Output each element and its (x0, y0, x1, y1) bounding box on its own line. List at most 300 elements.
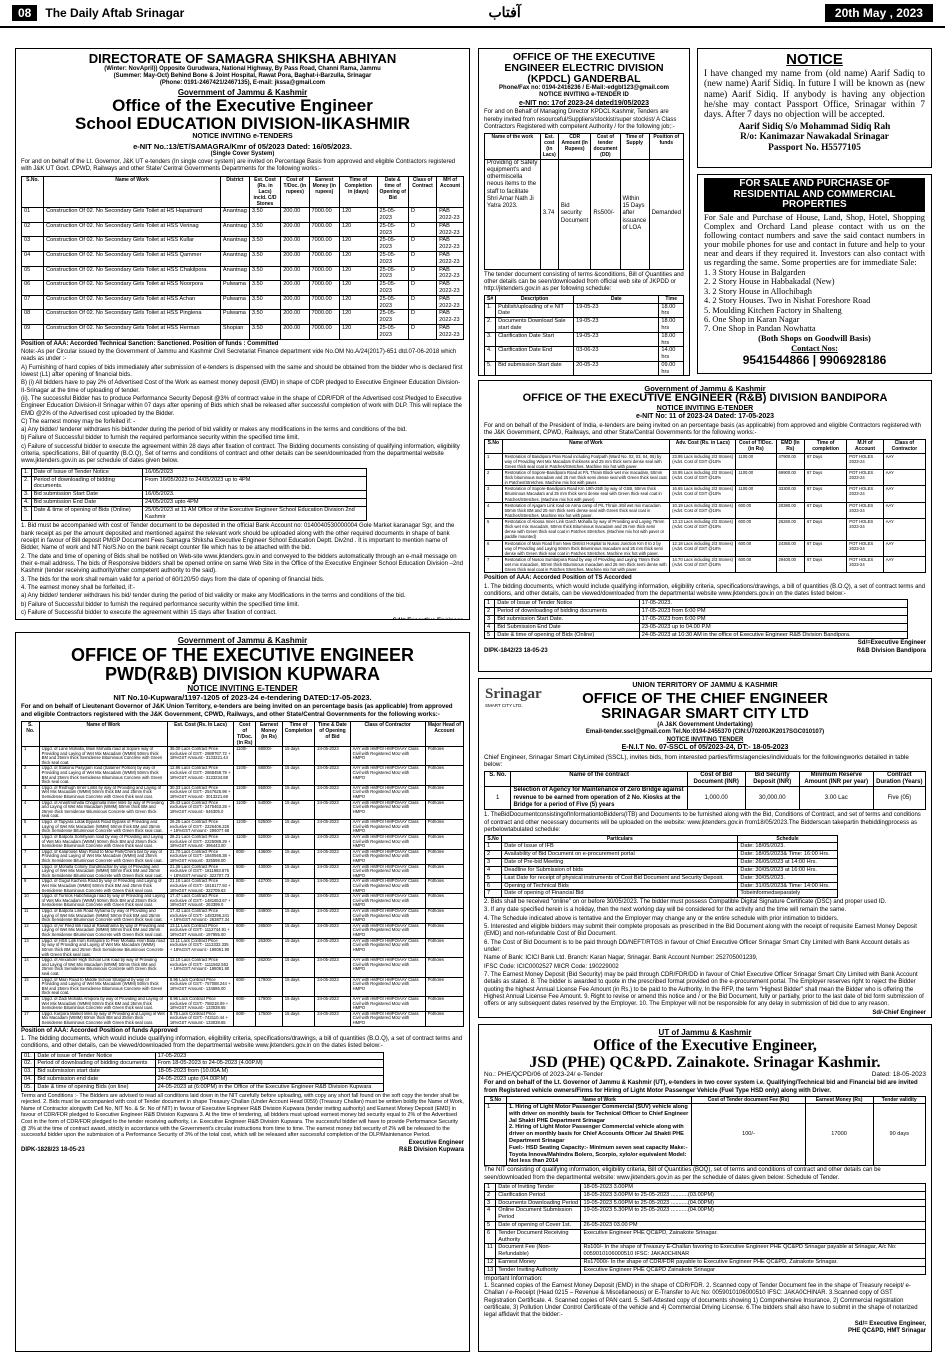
table-cell: 120 (339, 208, 377, 223)
table-cell: 13.13 Lacs including 2/3 Stones) (Advt. Cost of GST @18% (670, 519, 736, 541)
table-cell: 800/- (234, 894, 256, 909)
table-cell: 23.95 Lacs including 2/3 Stones) (Advt. Cost of GST @18% (670, 453, 736, 469)
table-cell: Upgd. of Lane Mohalla, Main Mohalla road at Sopore way of Providing and Laying of Wet Mix Macadam (WMM) 50mm thick BM and 25mm thick Semidense Bituminous Concrete with Green thick seal coat. (39, 746, 167, 765)
smartcity-notice: NOTICE INVITING TENDER (666, 736, 744, 743)
table-cell: AAY (883, 453, 925, 469)
schedule-row (485, 851, 838, 859)
table-cell: 5 (485, 874, 502, 882)
table-cell: Upgd. of Air Filed link road at Rawalhama by way of Providing and Laying of Wet Mix Macadam (WMM) 50mm thick BM and 25mm thick Semidense Bituminous Concrete with Green thick seal coat. (39, 923, 167, 938)
schedule-row (22, 468, 367, 476)
bandipora-govt: Government of Jammu & Kashmir (644, 384, 766, 393)
table-cell: 24-05-2023 at 10:30 AM in the office of Executive Engineer R&B Division Bandipora. (639, 631, 908, 639)
table-row (22, 310, 464, 325)
table-cell: 01 (22, 208, 44, 223)
table-row (22, 208, 464, 223)
table-cell: 5 (485, 1221, 496, 1229)
paragraph: 4. The Schedule indicated above is tentative and the Employer may change any or the entire schedule with prior intimation to bidders. (484, 915, 839, 922)
table-cell: D (408, 266, 436, 281)
th-reserve: Minimum Reserve Amount (INR per year) (799, 771, 873, 787)
table-cell: Construction Of 02. No Secondary Girls Toilet at HS Hapatnard (44, 208, 221, 223)
table-cell: 3 (22, 785, 40, 800)
table-cell: PAB 2022-23 (437, 310, 464, 325)
table-row (22, 997, 464, 1012)
table-cell: Restoration of Main Road from New District Hospital to Nusoo Junction Km 0 to 2 by way of Providing and Laying 50mm thick Bituminous macadam and 25 mm thick semi dense with Green thick seal coat in Patches Stretches. Machine mix hot with paver. (502, 540, 670, 556)
table-row (485, 540, 926, 556)
table-cell: 13.11 Lacs Contract Price exclusive of GST:- 1112744.91 + 18%GST Amount:- 197955.00 (167, 923, 233, 938)
table-cell: Date of Inviting Tender (496, 1183, 581, 1191)
table-cell: 17900/- (256, 977, 283, 996)
table-cell: Period of downloading of bidding documents (35, 1060, 155, 1068)
table-cell: Construction Of 02. No Secondary Girls Toilet at HSS Kullar (44, 237, 221, 252)
table-cell: 09 (22, 325, 44, 340)
schedule-row (22, 476, 367, 491)
samagra-title2: School EDUCATION DIVISION-IIKASHMIR (75, 114, 410, 134)
bandipora-p1: 1. The bidding documents, which would include qualifying information, eligibility criteria, specifications/drawings, a bill of quantities (B.O.Q), a set of contract terms and conditions, and other details, can be viewed/downloaded from the departmental website www.jktenders.gov.in on the dates listed below:- (484, 583, 926, 597)
table-row (22, 923, 464, 938)
table-cell: AAY with HMPO/ HMPO/AAY Class Civil with Registered MoU with HMPO (350, 977, 425, 996)
table-cell: 25-05-2023 (377, 222, 408, 237)
table-cell: Date of Issue of Tender Notice (495, 600, 640, 608)
smartcity-dipk (484, 1017, 555, 1018)
table-cell: Potholes (425, 864, 463, 879)
table-cell: Potholes (425, 820, 463, 835)
table-cell: AAY with HMPO/ HMPO/AAY Class Civil with Registered MoU with HMPO (350, 864, 425, 879)
table-cell: 8.96 Lacs Contract Price exclusive of GST:- 758218.09 + 18%GST Amount:- 133038.65 (167, 997, 233, 1012)
table-row (22, 251, 464, 266)
table-cell: Date of opening of Financial Bid (502, 890, 738, 898)
paragraph: (ii). The successful Bidder has to produce Performance Security Deposit @3% of contract value in the shape of CDR/FDR of the Advertised cost Pledged to Executive Engineer Education Division-II Srinagar within 07 days after opening of Bids which shall be released after successful completion of work with DLP. This will replace the EMD @2% of the Advertised cost uploaded by the Bidder. (21, 395, 463, 417)
smartcity-title1: OFFICE OF THE CHIEF ENGINEER (582, 689, 828, 707)
table-cell: Anantnag (220, 266, 249, 281)
table-cell: 120 (339, 237, 377, 252)
table-cell: Bid submission start date (35, 1068, 155, 1076)
table-cell: PAB 2022-23 (437, 251, 464, 266)
table-cell: 25-05-2023 (377, 295, 408, 310)
th-name: Name of Work (39, 721, 167, 746)
table-cell: Tender Document Receiving Authority (496, 1229, 581, 1244)
table-cell: 03. (22, 1068, 35, 1076)
table-cell: 05 (22, 266, 44, 281)
table-cell: 200.00 (281, 222, 309, 237)
schedule-row (485, 1191, 926, 1199)
table-cell: Construction Of 02. No Secondary Girls Toilet at HSS Pinglena (44, 310, 221, 325)
smartcity-cell: 30,000.00 (745, 787, 799, 810)
table-cell: Rs17000/- In the shape of CDR/FDR payable to Executive Engineer PHE QC&PD, Zainakote Srinagar. (581, 1259, 926, 1267)
smartcity-nit: E-N.I.T No. 07-SSCL of 05/2023-24, DT:- 18-05-2023 (621, 743, 789, 751)
table-header-row (485, 440, 926, 453)
table-cell: 19-05-2023 5.30PM to 25-05-2023 ...........(04.00PM) (581, 1207, 926, 1222)
table-cell: Date of opening of Cover 1st. (496, 1221, 581, 1229)
table-cell: 35.00 Lacs Contract Price exclusive of GST:- 2989767.72 + 18%GST Amount:- 3133221.44 (167, 746, 233, 765)
kpdcl-nit: e-NIT no: 17of 2023-24 dated19/05/2023 (519, 99, 649, 107)
jsd-paras: Important Information: 1. Scanned copies of the Earnest Money Deposit (EMD) in the shape of CDR/FDR. 2. Scanned copy of Tender Document fee in the shape of Treasury receipt/ e-Challan / e-Receipt (Head 0215 – Revenue & Miscellaneous) or E-Transfer to A/c No: 0059010106000510 IFSC: JAKA0CHINAR. 3.Scanned copy of GST Registration Certificate. 4. Scanned copies of PAN card. 5. Self-Attested copy of documents showing 1) Comprehensive Insurance, 2) Commercial registration certificate, 3) Pollution Under Control Certificate of the vehicle and 4) Commercial Driving License. 6.The bidders shall also have to submit in the shape of notarized legal affidavit that the bidder:- (484, 1275, 918, 1319)
table-cell: 07 (22, 295, 44, 310)
table-cell: 25/05/2023 at 11 AM Office of the Executive Engineer School Education Division 2nd Kashmir (143, 506, 367, 521)
table-cell: Date: 18/05/2023. (738, 843, 837, 851)
table-cell: 5 (485, 519, 503, 541)
table-cell: 2. (485, 318, 496, 333)
table-cell: PAB 2022-23 (437, 281, 464, 296)
th-time: Time of completion (804, 440, 846, 453)
smartcity-sign1: Sd/-Chief Engineer (872, 1009, 926, 1016)
bandipora-footer (484, 648, 926, 655)
smartcity-logo (485, 685, 547, 709)
table-row (22, 295, 464, 310)
th-emd: Earnest Money (in rupees) (309, 176, 339, 207)
table-cell: Construction Of 02. No Secondary Girls Toilet at HSS Herman (44, 325, 221, 340)
th-name: Name of the contract (511, 771, 687, 787)
table-cell: 120 (339, 325, 377, 340)
table-cell: 24-05-2023 (315, 834, 350, 849)
table-cell: Restoration of Aloosa Inner Link Garch Mohalla by way of Providing and Laying 75mm thick wet mix macadam, 50mm thick Bituminous macadam and 25 mm thick semi dense with Green thick seal coat in Patches Stretches. (Machine mix hot with paver or paddle mounted) (502, 519, 670, 541)
table-cell: 120 (339, 222, 377, 237)
table-cell: Anantnag (220, 251, 249, 266)
schedule-row (485, 608, 908, 616)
table-cell: Upgd. of Stakonu Pasygam road (Salamer Portion) by way of Providing and Laying of Wet Mix Macadam (WMM) 50mm thick BM and 25mm thick Semidense Bituminous Concrete with Green thick seal coat. (39, 766, 167, 785)
smartcity-sign2 (845, 1017, 926, 1018)
kupwara-table-body (22, 746, 464, 1026)
jsd-cell: 1 (485, 1103, 507, 1165)
table-cell: 18-05-2023 3.00PM (581, 1183, 926, 1191)
table-cell: Tender Inviting Authority (496, 1266, 581, 1274)
sale-shops: (Both Shops on Goodwill Basis) (758, 333, 871, 343)
table-cell: 19-05-23 (574, 303, 659, 318)
th-tdoc: Cost of T/Doc. (in rupees) (281, 176, 309, 207)
table-cell: 200.00 (281, 295, 309, 310)
schedule-row (22, 491, 367, 499)
table-cell: 24-05-2023 (315, 1011, 350, 1026)
table-cell: D (408, 295, 436, 310)
table-cell: Date of Issue of Tender Notice (31, 468, 142, 476)
sale-title3: PROPERTIES (782, 199, 847, 210)
table-cell: 5. (22, 506, 32, 521)
schedule-row (22, 1060, 384, 1068)
table-cell: Construction Of 02. No Secondary Girls Toilet at HSS Achan (44, 295, 221, 310)
table-cell: Anantnag (220, 208, 249, 223)
table-cell: Potholes (425, 938, 463, 957)
table-cell: 35000/- (256, 894, 283, 909)
table-cell: 17-05-2023 from 6:00 PM (639, 615, 908, 623)
table-cell: 24-05-2023 (315, 766, 350, 785)
table-cell: Bid submission end date (35, 1076, 155, 1084)
table-cell: 15 days (282, 923, 315, 938)
table-cell: D (408, 208, 436, 223)
samagra-addr2: (Summer: May-Oct) Behind Bone & Joint Hospital, Rawat Pora, Baghat-i-Barzulla, Srinagar (113, 72, 372, 79)
paragraph: IFSC Code: ICIC0002527 MICR Code: 190229002 (484, 963, 619, 970)
notice-sign1: Aarif Sidiq S/o Mohammad Sidiq Rah (738, 121, 891, 132)
table-cell: 13.11 Lacs Contract Price exclusive of GST:- 1113332.335 + 18%GST Amount:- 198061.90 (167, 938, 233, 957)
bandipora-intro: For and on behalf of the President of India, e-tenders are being invited on an percentage basis (as applicable) from approved and eligible Contractors registered with the J&K Government, CPWD, Railways, and other State/Central Governments for the following works:- (484, 422, 921, 437)
th-sn: S.No (485, 836, 502, 843)
kupwara-schedule-table (21, 1052, 384, 1092)
th-sno: S.No (485, 1096, 507, 1103)
kpdcl-title3: (KPDCL) GANDERBAL (527, 73, 641, 86)
sale-title2: RESIDENTIAL AND COMMERCIAL (733, 188, 896, 200)
table-cell: Date: 30/05/2023 at 16:00 Hrs. (738, 866, 837, 874)
smartcity-p1: 1. TheBidDocumentconsistingofInformationtoBidders(ITB) and Documents to be furnished along with the Bid, Conditions of Contract, and set of terms and conditions of contract and other necessary documents will be uploaded on the website: www.jktenders.gov.in from18/05/2023.The Bidderscan takepartin thebiddingprocess as perbelowtabulated schedule: (484, 812, 921, 834)
table-row (22, 800, 464, 819)
table-cell: 6 (485, 1229, 496, 1244)
table-cell: 12 (22, 923, 40, 938)
table-cell: POT HOLES 2023-24 (847, 486, 883, 502)
table-cell: Upgd. of Mohalla Colony Gundmachar by way of Providing and Laying of Wet Mix Macadam (WMM) 50mm thick BM and 25mm thick Semidense Bituminous Concrete with Green thick seal coat. (39, 864, 167, 879)
table-cell: Date: 30/05/2023. (738, 874, 837, 882)
paragraph: 2. The date and time of opening of Bids shall be notified on Web-site www.jktenders.gov.in and conveyed to the bidders automatically through an e-mail message on their e-mail address. The bids of Responsive bidders shall be opened online on same Web Site in the Office of the Executive Engineer School Education Division –2nd Kashmir (tender receiving authority/other competent authority to the said). (21, 553, 463, 575)
table-cell: Upgd. of HSS Link from Kerlapore to Peer Mohalla Horri Bala road by way of Providing and Laying of Wet Mix Macadam (WMM) 50mm thick BM and 25mm thick Semidense Bituminous Concrete with Green thick seal coat. (39, 938, 167, 957)
table-cell: Bid Submission End Date (495, 623, 640, 631)
th-date: Date (574, 296, 659, 303)
table-cell: Construction Of 02. No Secondary Girls Toilet at HSS Verinag (44, 222, 221, 237)
table-cell: 26.25 Lacs Contract Price exclusive of GST:- 2226406.225 + 18%GST Amount:- 296077.68 (167, 820, 233, 835)
table-cell: 3.50 (249, 325, 280, 340)
table-cell: Rs100/- In the shape of Treasury E-Challan favoring to Executive Engineer PHE QC&PD Srinagar payable at Srinagar, A/c No: 0059010106000510 IFSC: JAKA0CHINAR (581, 1244, 926, 1259)
th-date: Time & Date of Opening of Bid (315, 721, 350, 746)
schedule-row (485, 1183, 926, 1191)
table-cell: POT HOLES 2023-24 (847, 469, 883, 485)
table-cell: 9 (22, 879, 40, 894)
table-cell: 67 Days (804, 453, 846, 469)
schedule-row (485, 882, 838, 890)
table-cell: Potholes (425, 746, 463, 765)
paragraph: 1. Bid must be accompanied with cost of Tender document to be deposited in the official Bank Account no: 0140040530000004 Gole Market karanagar Sgr, and the bank receipt as per the amount deposited and mentioned against the relevant work should be uploaded along with the other required documents in shape of bank receipt in favour of Bill deposit PMGP Document Fees Samagra Shiksha Executive Engineer School Education Deptt. Div2nd . It is important to mention name of Bidder, Name of work and NIT No/S.No on the bank receipt counter file which has to be attached with the bid. (21, 523, 455, 552)
table-cell: 1100/- (234, 785, 256, 800)
table-cell: 30.33 Lacs Contract Price exclusive of GST:- 2547625.98 + 18%GST Amount:- 3013221.68 (167, 785, 233, 800)
table-cell: 10.19 Lacs including 2/3 Stones) (Advt. Cost of GST @18% (670, 502, 736, 518)
table-cell: Potholes (425, 785, 463, 800)
table-cell: 3. (485, 332, 496, 347)
th-cost: Est. cost (in Lacs) (540, 134, 558, 159)
table-cell: Upgd. of Zadi Mohalla Amipora by way of Providing and Laying of Wet Mix Macadam (WMM) 50mm thick BM and 25mm thick Semidense Bituminous Concrete with Green thick seal coat. (39, 997, 167, 1012)
paragraph: c) Failure of Successful bidder to execute the agreement within 15 days after fixation of contract. (21, 609, 277, 616)
table-cell: 3. (22, 491, 32, 499)
kupwara-terms: Terms and Conditions :- The Bidders are advised to read all conditions laid down in the NIT carefully before uploading, with copy any short fall found on the soft copy the tender shall be rejected. 2. Bids must be accompanied with cost of Tender document in shape Treasury Challan (Under Account Head 0059) (Treasury Challan) must be written boldly the Name of Work, Name of Contractor alongwith Cell No, NIT No. & Sr. No of NIT) in favour of Executive Engineer R&B Division Kupwara (tender inviting authority) and Earnest Money Deposit (EMD) in favour of CDR/FDR pledged to Executive Engineer R&B Division Kupwara 3. At the time of tendering, all bidders must upload earnest money bid security equal to 2% of the Advertised Cost in the form of CDR/FDR pledged to the tender receiving authority, i.e. Executive Engineer R&B Division Kupwara. The successful bidder will have to provide Performance Security @ 3% at the time of contract award, strictly in accordance with the Government's circular instructions from time to time. The earnest money bid security of 2% will be released to the successful bidder upon the submission of a Performance Security of 3% of the total cost, which will be released after successful completion of the DLP/Maintenance Period. (21, 1092, 464, 1139)
bandipora-works-table (484, 439, 926, 573)
table-cell: Period of downloading of bidding documents (495, 608, 640, 616)
table-cell: Date of Pre-bid Meeting (502, 859, 738, 867)
table-cell: 67 Days (804, 540, 846, 556)
table-row (22, 977, 464, 996)
kpdcl-title1: OFFICE OF THE EXECUTIVE (512, 51, 656, 63)
table-row (22, 958, 464, 977)
kpdcl-cell: 3.74 (540, 159, 558, 269)
issue-date: 20th May , 2023 (825, 4, 933, 22)
table-cell: Construction Of 02. No Secondary Girls Toilet at HSS Qammer (44, 251, 221, 266)
table-cell: 43600/- (256, 849, 283, 864)
paragraph: 3. If any date specified herein is a holiday, then the next working day will be considered for the activity and the time will remain the same. (484, 907, 847, 914)
table-cell: Deadline for Submission of bids (502, 866, 738, 874)
table-cell: 7 (485, 556, 503, 572)
table-cell: 1 (485, 843, 502, 851)
table-cell: 14.00 hrs (659, 347, 684, 362)
table-cell: D (408, 222, 436, 237)
table-cell: 800/- (234, 879, 256, 894)
table-cell: 25-05-2023 (377, 281, 408, 296)
table-header-row (22, 176, 464, 207)
schedule-row (22, 1083, 384, 1091)
th-mh: M.H of Account (847, 440, 883, 453)
th-cost: Est. Cost (Rs. in Lacs) incld. C/D Stones (249, 176, 280, 207)
table-cell: From 18-05-2023 to 24-05-2023 (4.00P.M) (155, 1060, 384, 1068)
kupwara-p1: 1. The bidding documents, which would include qualifying information, eligibility criteria, specifications/drawings, a bill of quantities (B.O.Q), a set of contract terms and conditions, and other details, can be viewed/downloaded from the departmental website www.jktenders.gov.in on the dates listed below:- (21, 1035, 463, 1050)
paragraph: C) The earnest money may be forfeited if: - (21, 418, 136, 425)
th-time: Time (659, 296, 684, 303)
table-cell: 3 (485, 1199, 496, 1207)
smartcity-schedule-table (484, 835, 838, 898)
table-cell: 23-05-2023 up to 04.00 P.M (639, 623, 908, 631)
table-cell: 08 (22, 310, 44, 325)
sale-contact-label: Contact Nos: (791, 344, 838, 354)
table-cell: AAY (883, 556, 925, 572)
table-cell: 42700/- (256, 879, 283, 894)
th-emd: Earnest Money (in Rs) (256, 721, 283, 746)
th-sno: S.No (485, 440, 503, 453)
table-cell: 47900.00 (776, 453, 804, 469)
table-cell: 18.00 hrs (659, 318, 684, 333)
table-cell: 600.00 (736, 556, 776, 572)
schedule-row (485, 843, 838, 851)
kpdcl-notice: NOTICE INVITING e-TENDER ID (539, 92, 629, 99)
jsd-phe-tender-notice (478, 1024, 932, 1352)
table-cell: Upgd. of Redhugh Inner Links by way of Providing and Laying of Wet Mix Macadam (WMM) 50mm thick BM and 25mm thick Semidense Bituminous Concrete with Green thick seal coat. (39, 785, 167, 800)
table-cell: Bid submission Start Date. (495, 615, 640, 623)
table-cell: 5. (485, 362, 496, 376)
schedule-row (22, 1068, 384, 1076)
table-cell: D (408, 310, 436, 325)
table-cell: 17.47 Lacs Contract Price exclusive of GST:- 1481653.67 + 18%GST Amount:- 263399.0 (167, 894, 233, 909)
table-row (485, 787, 926, 810)
schedule-row (485, 347, 684, 362)
table-cell: PAB 2022-23 (437, 208, 464, 223)
schedule-row (485, 631, 908, 639)
table-cell: Date & time of opening of Bids (Online) (31, 506, 142, 521)
table-cell: PAB 2022-23 (437, 237, 464, 252)
bandipora-position: Position of AAA: Accorded Position of TS Accorded (484, 575, 632, 582)
jsd-p1: The NIT consisting of qualifying information, eligibility criteria, Bill of Quantities (BOQ), set of terms and conditions of contract and other details can be seen/downloaded from the departmental website: www.jktenders.gov.in as per the schedule of dates given below: Schedule of Tender. (484, 1167, 881, 1181)
table-cell: Upgd. of Turmos Habchinaga road by way of Providing and Laying of Wet Mix Macadam (WMM) 50mm thick BM and 25mm thick Semidense Bituminous Concrete with Green thick seal coat. (39, 894, 167, 909)
table-cell: 52000/- (256, 834, 283, 849)
table-cell: 13 (485, 1266, 496, 1274)
table-cell: Construction Of 02. No Secondary Girls Toilet at HSS Chakilpora (44, 266, 221, 281)
table-row (22, 909, 464, 924)
table-cell: 2 (485, 1191, 496, 1199)
schedule-row (22, 1076, 384, 1084)
table-cell: AAY with HMPO/ HMPO/AAY Class Civil with Registered MoU with HMPO (350, 800, 425, 819)
notice-title: NOTICE (786, 51, 843, 68)
paragraph: 3. The bids for the work shall remain valid for a period of 60/120/50 days from the date of opening of financial bids. (21, 576, 325, 583)
table-cell: 3.50 (249, 222, 280, 237)
samagra-paragraphs (21, 365, 464, 466)
table-cell: 12.96 Lacs Contract Price exclusive of GST:- 2868459.78 + 18%GST Amount:- 3133234.88 (167, 766, 233, 785)
table-cell: 01. (22, 1052, 35, 1060)
samagra-table-body (22, 208, 464, 340)
table-cell: 15 days (282, 746, 315, 765)
paragraph: Name of Bank: ICICI Bank Ltd. Branch: Karan Nagar, Srinagar. Bank Account Number: 252705001239, (484, 955, 758, 962)
table-row (485, 486, 926, 502)
schedule-row (485, 615, 908, 623)
table-cell: 7000.00 (309, 266, 339, 281)
samagra-tender-notice (15, 48, 470, 620)
kupwara-works-table (21, 721, 464, 1027)
table-cell: 200.00 (281, 237, 309, 252)
paragraph: b) Failure of Successful bidder to furnish the required performance security within the specified time limit. (21, 435, 300, 442)
smartcity-cell: Selection of Agency for Maintenance of Zero Bridge against revenue to be earned from operation of 2 No. Kiosks at the Bridge for a period of Five (5) years (511, 787, 687, 810)
table-cell: 16/05/2023 (143, 468, 367, 476)
table-cell: 34900/- (256, 909, 283, 924)
table-cell: Opening of Technical Bids (502, 882, 738, 890)
table-cell: Restoration of Nusoo Sumlarpora Road by way of Providing and Laying 75mm thick wet mix macadam, 50mm thick Bituminous macadam and 25 mm thick semi dense with Green thick seal coat in Patches Stretches. Machine mix hot with paver. (502, 556, 670, 572)
table-cell: 14.70 Lacs including 2/3 Stones) (Advt. Cost of GST @18% (670, 556, 736, 572)
table-cell: 67 Days (804, 486, 846, 502)
table-cell: 18.00 hrs (659, 332, 684, 347)
jsd-title1: Office of the Executive Engineer, (593, 1036, 817, 1054)
table-cell: Pulwama (220, 281, 249, 296)
th-sched: Schedule (738, 836, 837, 843)
table-cell: AAY with HMPO/ HMPO/AAY Class Civil with Registered MoU with HMPO (350, 958, 425, 977)
table-cell: 2 (485, 608, 495, 616)
table-cell: 26500/- (256, 923, 283, 938)
table-row (22, 820, 464, 835)
table-cell: D (408, 251, 436, 266)
table-cell: AAY with HMPO/ HMPO/AAY Class Civil with Registered MoU with HMPO (350, 766, 425, 785)
table-cell: 26200/- (256, 958, 283, 977)
table-cell: POT HOLES 2023-24 (847, 453, 883, 469)
kupwara-sign1: Executive Engineer (408, 1139, 464, 1146)
table-cell: Date & time of opening of Bids (Online) (495, 631, 640, 639)
table-cell: 02 (22, 222, 44, 237)
schedule-row (22, 498, 367, 506)
table-cell: 7000.00 (309, 325, 339, 340)
bandipora-sign2: R&B Division Bandipora (856, 647, 926, 654)
samagra-sign1 (21, 618, 464, 620)
table-cell: Publish/uploading of e NIT Date (496, 303, 574, 318)
table-cell: 17900/- (256, 997, 283, 1012)
smartcity-ut: UNION TERRITORY OF JAMMU & KASHMIR (632, 682, 778, 689)
kupwara-title1: OFFICE OF THE EXECUTIVE ENGINEER (70, 644, 415, 665)
table-cell: Last Date for receipt of physical instruments of Cost Bid Document and Security Deposit. (502, 874, 738, 882)
kpdcl-cell: Within 15 Days after issuance of LOA (620, 159, 649, 269)
table-cell: 800/- (234, 864, 256, 879)
table-cell: 7000.00 (309, 281, 339, 296)
table-cell: Potholes (425, 879, 463, 894)
table-cell: 6 (485, 882, 502, 890)
table-cell: Date & time of opening Bids (on line) (35, 1083, 155, 1091)
bandipora-tender-notice (478, 380, 932, 672)
table-cell: 12.18 Lacs including 2/3 Stones) (Advt. Cost of GST @18% (670, 540, 736, 556)
paragraph: b) Failure of Successful bidder to furnish the required performance security within the specified time limit. (21, 601, 300, 608)
bandipora-title: OFFICE OF THE EXECUTIVE ENGINEER (R&B) DIVISION BANDIPORA (522, 392, 888, 405)
samagra-schedule-table (21, 468, 367, 522)
table-cell: Date: 31/05/2023& Time: 14:00 Hrs. (738, 882, 837, 890)
table-cell: 15 days (282, 820, 315, 835)
smartcity-footer (484, 1017, 926, 1018)
table-cell: AAY with HMPO/ HMPO/AAY Class Civil with Registered MoU with HMPO (350, 923, 425, 938)
smartcity-tender-notice (478, 678, 932, 1018)
table-cell: Availability of Bid Document on e-procurement portal (502, 851, 738, 859)
table-cell: Potholes (425, 800, 463, 819)
table-cell: 4 (485, 1207, 496, 1222)
table-cell: From 16/05/2023 to 24/05/2023 up to 4PM (143, 476, 367, 491)
table-cell: Document Fee (Non-Refundable) (496, 1244, 581, 1259)
table-cell: 26.21 Lacs Contract Price exclusive of GST:- 2225089.29 + 18%GST Amount:- 395443.00 (167, 834, 233, 849)
table-cell: Period of downloading of bidding documents. (31, 476, 142, 491)
samagra-dept: DIRECTORATE OF SAMAGRA SHIKSHA ABHIYAN (88, 51, 397, 66)
kupwara-position: Position of AAA: Accorded Position of funds Approved (21, 1027, 178, 1034)
samagra-nit: e-NIT No.:13/ET/SAMAGRA/Kmr of 05/2023 Dated: 16/05/2023. (133, 141, 352, 151)
table-row (22, 785, 464, 800)
schedule-row (485, 623, 908, 631)
schedule-row (485, 1221, 926, 1229)
table-cell: 25-05-2023 (377, 251, 408, 266)
